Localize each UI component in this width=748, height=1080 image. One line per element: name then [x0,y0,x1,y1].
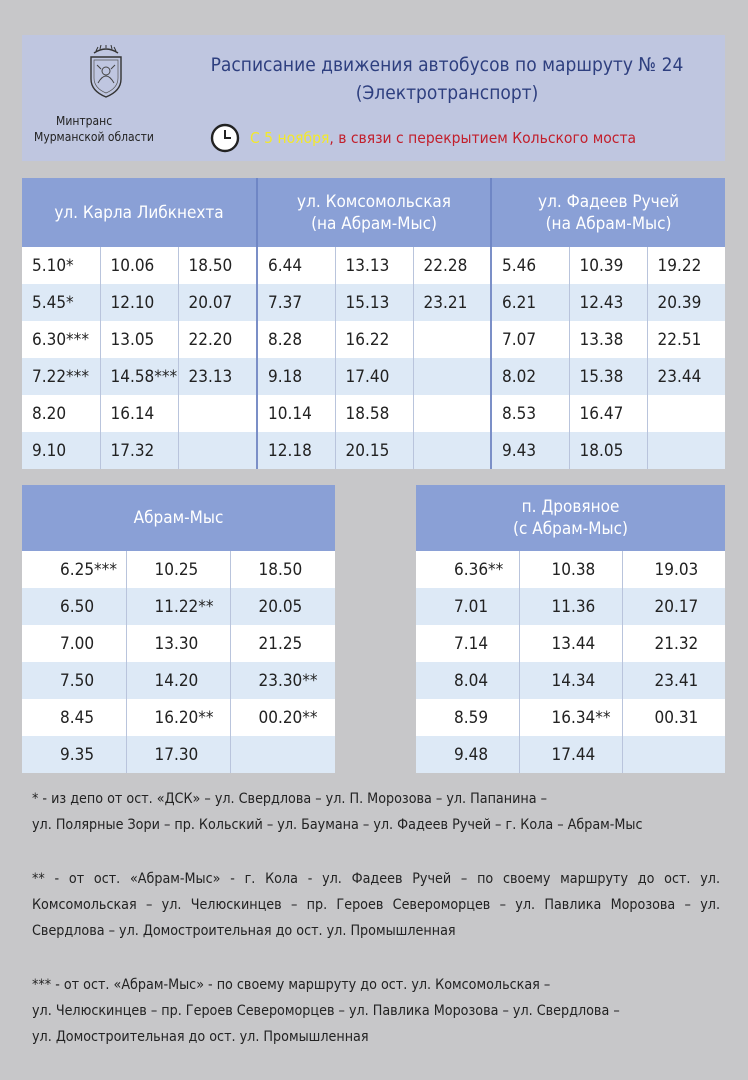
time-cell: 17.30 [126,736,230,773]
time-cell: 00.20** [258,707,318,728]
time-cell: 5.45* [22,284,100,321]
time-cell: 23.44 [647,358,725,395]
time-cell: 16.22 [335,321,413,358]
time-cell: 17.40 [335,358,413,395]
time-cell [622,736,725,773]
note-double-star: ** - от ост. «Абрам-Мыс» - г. Кола - ул. Фадеев Ручей – по своему маршруту до ост. ул. Комсомольская – ул. Челюскинцев – пр. Героев Североморцев – ул. Павлика Морозова – ул. Свердлова – ул. Домостроительная до ост. ул. Промышленная [32,871,720,939]
title-line-1: Расписание движения автобусов по маршруту № 24 [210,54,684,76]
time-cell: 10.06 [100,247,178,284]
column-header-abram-mys: Абрам-Мыс [22,485,335,551]
time-cell: 14.20 [126,662,230,699]
time-cell: 14.34 [519,662,622,699]
column-header-drovyanoe: п. Дровяное (с Абрам-Мыс) [416,485,725,551]
time-cell: 14.58*** [100,358,178,395]
time-cell: 6.30*** [22,321,100,358]
time-cell: 6.36** [416,551,519,588]
time-cell [647,395,725,432]
time-cell: 16.47 [569,395,647,432]
time-cell: 9.48 [416,736,519,773]
table-row [416,551,725,588]
time-cell: 8.45 [22,699,126,736]
time-cell: 6.25*** [22,551,126,588]
table-row [22,358,725,395]
time-cell: 15.13 [335,284,413,321]
table-row [416,625,725,662]
table-row [416,588,725,625]
time-cell: 12.18 [257,432,335,469]
time-cell: 9.35 [22,736,126,773]
table-row [22,736,335,773]
time-cell: 23.21 [413,284,491,321]
time-cell [230,736,335,773]
time-cell: 22.20 [178,321,257,358]
table-row [22,551,335,588]
time-cell: 21.25 [258,633,303,654]
time-cell: 7.01 [416,588,519,625]
time-cell [413,395,491,432]
time-cell: 9.10 [22,432,100,469]
time-cell: 5.10* [22,247,100,284]
time-cell: 5.46 [491,247,569,284]
time-cell: 18.58 [335,395,413,432]
time-cell [413,358,491,395]
time-cell: 7.07 [491,321,569,358]
time-cell: 18.05 [569,432,647,469]
time-cell: 13.13 [335,247,413,284]
time-cell: 19.22 [657,255,702,276]
time-cell: 13.44 [519,625,622,662]
table-row [416,699,725,736]
table-row [22,432,725,469]
page-title [182,51,712,107]
time-cell: 13.30 [126,625,230,662]
time-cell: 17.32 [100,432,178,469]
ministry-line-2: Мурманской области [34,130,154,144]
time-cell: 10.14 [257,395,335,432]
schedule-header [22,35,725,161]
table-row [22,662,335,699]
time-cell: 20.15 [335,432,413,469]
note-single-star: * - из депо от ост. «ДСК» – ул. Свердлова – ул. П. Морозова – ул. Папанина – ул. Полярные Зори – пр. Кольский – ул. Баумана – ул. Фадеев Ручей – г. Кола – Абрам-Мыс [32,791,643,833]
time-cell: 00.31 [654,707,699,728]
time-cell: 8.04 [416,662,519,699]
time-cell [647,432,725,469]
time-cell: 23.41 [622,662,725,699]
note-triple-star: *** - от ост. «Абрам-Мыс» - по своему маршруту до ост. ул. Комсомольская – ул. Челюскинцев – пр. Героев Североморцев – ул. Павлика Морозова – ул. Свердлова – ул. Домостроительная до ост. ул. Промышленная [32,977,620,1045]
time-cell: 21.32 [654,633,699,654]
table-row [22,395,725,432]
coat-of-arms-icon [86,45,126,99]
time-cell: 10.39 [569,247,647,284]
schedule-table-drovyanoe [416,485,725,773]
time-cell: 16.14 [100,395,178,432]
time-cell: 9.18 [257,358,335,395]
time-cell: 20.39 [647,284,725,321]
time-cell: 23.13 [178,358,257,395]
time-cell: 7.50 [22,662,126,699]
time-cell: 7.22*** [22,358,100,395]
time-cell: 17.44 [519,736,622,773]
time-cell: 7.00 [22,625,126,662]
time-cell: 6.50 [22,588,126,625]
time-cell: 8.02 [491,358,569,395]
table-row [22,699,335,736]
table-row [22,284,725,321]
time-cell: 7.37 [257,284,335,321]
table-row [416,662,725,699]
time-cell: 16.20** [126,699,230,736]
time-cell: 20.07 [178,284,257,321]
route-notes [32,786,720,1078]
column-header-karla-libknekhta: ул. Карла Либкнехта [22,178,257,247]
time-cell: 12.43 [569,284,647,321]
time-cell: 20.17 [622,588,725,625]
time-cell: 8.28 [257,321,335,358]
table-row [22,588,335,625]
notice-date: С 5 ноября [250,129,330,147]
table-row [22,321,725,358]
time-cell: 8.59 [416,699,519,736]
time-cell [178,432,257,469]
ministry-line-1: Минтранс [56,114,113,128]
time-cell: 20.05 [230,588,335,625]
schedule-table-abram-mys [22,485,335,773]
notice-reason: , в связи с перекрытием Кольского моста [329,129,637,147]
time-cell: 6.21 [491,284,569,321]
schedule-notice [210,123,636,153]
time-cell [178,395,257,432]
table-row [416,736,725,773]
time-cell: 22.51 [657,329,702,350]
time-cell: 6.44 [257,247,335,284]
title-line-2: (Электротранспорт) [355,82,539,104]
time-cell: 8.20 [22,395,100,432]
time-cell: 18.50 [258,559,303,580]
clock-icon [210,123,240,153]
time-cell: 19.03 [654,559,699,580]
time-cell: 9.43 [491,432,569,469]
time-cell [413,432,491,469]
table-row [22,247,725,284]
schedule-table-main [22,178,725,469]
time-cell: 15.38 [569,358,647,395]
column-header-fadeev-ruchey: ул. Фадеев Ручей (на Абрам-Мыс) [491,178,725,247]
ministry-label [34,113,154,145]
time-cell: 10.38 [519,551,622,588]
column-header-komsomolskaya: ул. Комсомольская (на Абрам-Мыс) [257,178,491,247]
time-cell: 10.25 [126,551,230,588]
time-cell: 8.53 [491,395,569,432]
time-cell: 22.28 [413,247,491,284]
time-cell: 18.50 [178,247,257,284]
time-cell: 13.38 [569,321,647,358]
time-cell: 11.22** [126,588,230,625]
time-cell: 12.10 [100,284,178,321]
time-cell: 23.30** [230,662,335,699]
time-cell: 13.05 [100,321,178,358]
time-cell: 11.36 [519,588,622,625]
time-cell [413,321,491,358]
table-row [22,625,335,662]
time-cell: 7.14 [416,625,519,662]
time-cell: 16.34** [519,699,622,736]
